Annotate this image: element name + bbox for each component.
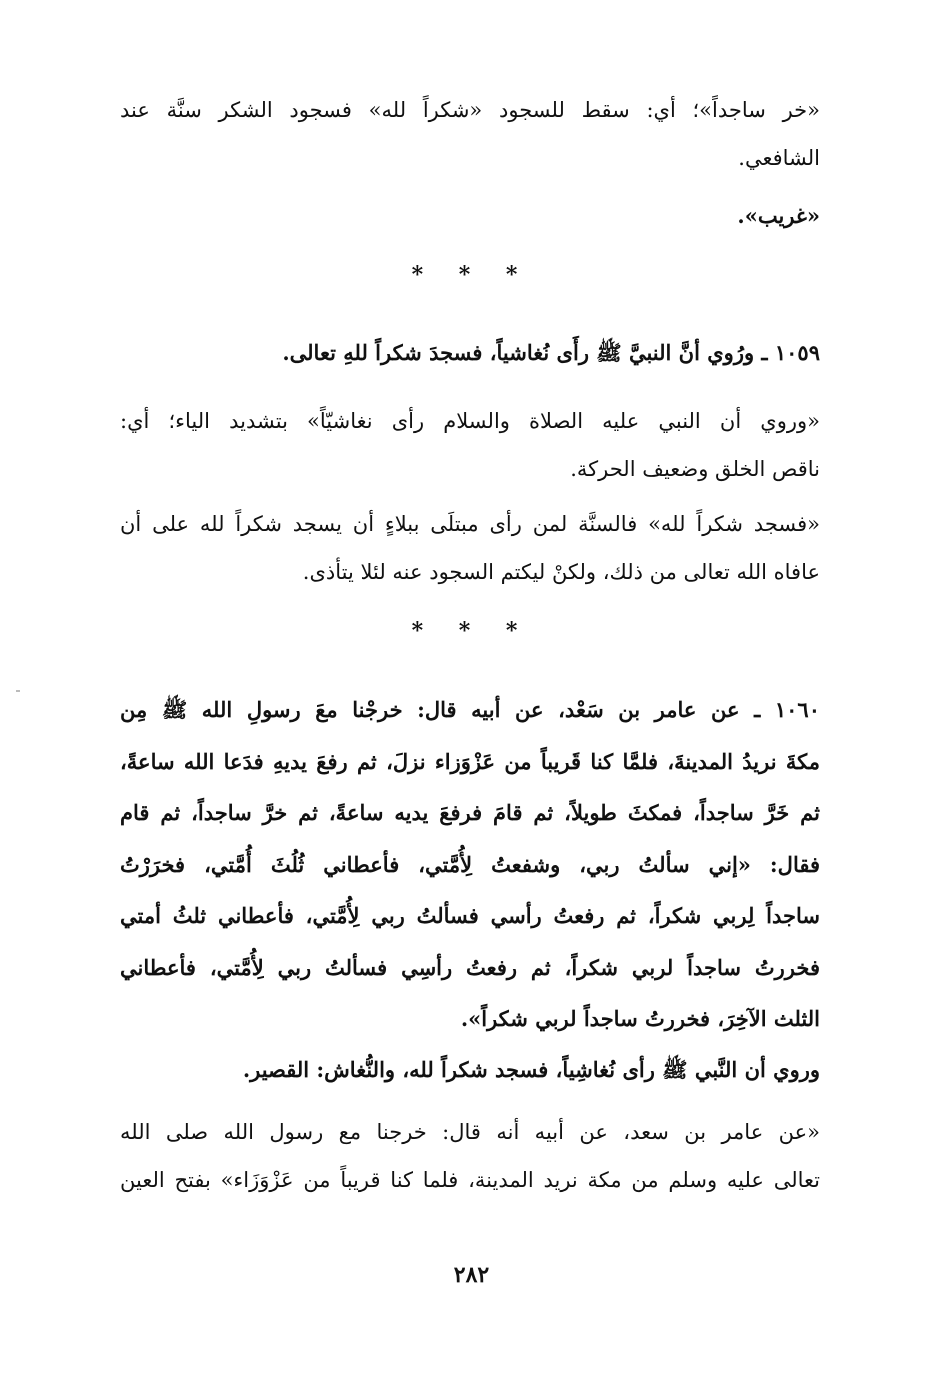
hadith-line: ثم خَرَّ ساجداً، فمكثَ طويلاً، ثم قامَ فرفعَ يديه ساعةً، ثم خرَّ ساجداً، ثم قام [120, 800, 820, 825]
commentary-line: «وروي أن النبي عليه الصلاة والسلام رأى نغاشيّاً» بتشديد الياء؛ أي: [120, 409, 820, 433]
hadith-line: الثلث الآخِرَ، فخررتُ ساجداً لربي شكراً». [460, 1006, 820, 1031]
grade-note [120, 192, 820, 240]
hadith-1060 [120, 684, 820, 1045]
margin-mark [16, 690, 20, 692]
hadith-line: ساجداً لِربي شكراً، ثم رفعتُ رأسي فسألتُ ربي لِأُمَّتي، فأعطاني ثلثُ أمتي [120, 903, 820, 928]
commentary-line: ناقص الخلق وضعيف الحركة. [570, 457, 820, 481]
section-separator: * * * [411, 262, 532, 288]
hadith-1059 [120, 329, 820, 377]
hadith-variant [120, 1046, 820, 1094]
commentary-line: تعالى عليه وسلم من مكة نريد المدينة، فلما كنا قريباً من عَزْوَزَاء» بفتح العين [120, 1168, 820, 1192]
grade-text: «غريب». [737, 203, 820, 228]
hadith-line: فخررتُ ساجداً لربي شكراً، ثم رفعتُ رأسِي فسألتُ ربي لِأُمَّتي، فأعطاني [120, 954, 820, 980]
hadith-line: مكةَ نريدُ المدينةَ، فلمَّا كنا قَريباً من عَزْوَزاء نزلَ، ثم رفعَ يديهِ فدَعا الله ساعةً، [120, 748, 820, 774]
commentary-line: «فسجد شكراً لله» فالسنَّة لمن رأى مبتلَى ببلاءٍ أن يسجد شكراً لله على أن [120, 512, 820, 536]
section-separator: * * * [411, 618, 532, 644]
hadith-variant-text: وروي أن النَّبي ﷺ رأى نُغاشِياً، فسجد شكراً لله، والنُّغاش: القصير. [242, 1057, 820, 1082]
commentary-paragraph-1 [120, 86, 820, 182]
commentary-paragraph-4 [120, 500, 820, 596]
hadith-line: ١٠٦٠ ـ عن عامر بن سَعْد، عن أبيه قال: خرجْنا معَ رسولِ الله ﷺ مِن [120, 697, 820, 722]
commentary-line: عافاه الله تعالى من ذلك، ولكنْ ليكتم السجود عنه لئلا يتأذى. [302, 560, 820, 584]
hadith-text: ١٠٥٩ ـ ورُوي أنَّ النبيَّ ﷺ رأَى نُغاشياً، فسجدَ شكراً للهِ تعالى. [282, 340, 820, 365]
commentary-paragraph-3 [120, 397, 820, 493]
page-number: ٢٨٢ [453, 1262, 490, 1288]
commentary-line: الشافعي. [738, 146, 820, 170]
commentary-paragraph-6 [120, 1108, 820, 1204]
commentary-line: «عن عامر بن سعد، عن أبيه أنه قال: خرجنا مع رسول الله صلى الله [120, 1120, 820, 1144]
hadith-line: فقال: «إني سألتُ ربي، وشفعتُ لِأُمَّتي، فأعطاني ثُلُثَ أُمَّتي، فخرَرْتُ [120, 851, 820, 877]
commentary-line: «خر ساجداً»؛ أي: سقط للسجود «شكراً لله» فسجود الشكر سنَّة عند [120, 98, 820, 122]
